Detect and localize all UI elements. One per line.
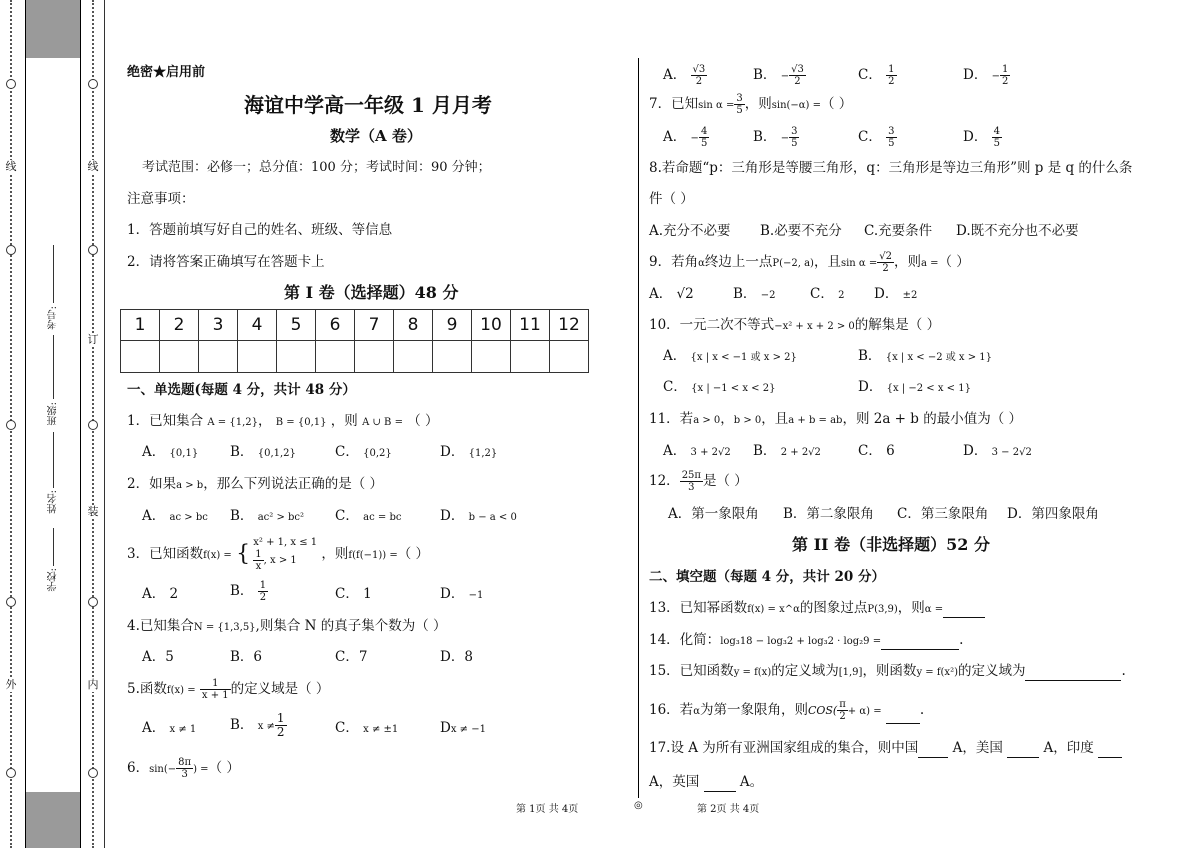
answer-header: 12 (550, 310, 589, 341)
q6-option-d[interactable]: D． − $\frac{1}{2}$ (963, 64, 1009, 87)
question-17-line1: 17.设 A 为所有亚洲国家组成的集合，则中国 A，美国 A，印度 (649, 739, 1122, 758)
q10-option-c[interactable]: C． {x | −1 < x < 2} (663, 379, 776, 395)
q1-stem-b: ，则 (330, 413, 358, 429)
q10-option-a[interactable]: A． {x | x < −1 或 x > 2} (663, 348, 797, 364)
exam-subtitle: 数学（A 卷） (330, 127, 422, 145)
q2-option-c[interactable]: C． ac = bc (335, 508, 402, 524)
answer-header: 2 (160, 310, 199, 341)
footer-center-mark: ◎ (634, 800, 643, 811)
q15-answer-blank[interactable] (1025, 662, 1121, 681)
binding-hole (88, 768, 98, 778)
question-1: 1．已知集合 A = {1,2}， B = {0,1} ，则 A ∪ B = （ ） (127, 413, 439, 429)
answer-header: 11 (511, 310, 550, 341)
q2-option-a[interactable]: A． ac > bc (142, 508, 208, 524)
binding-hole (6, 420, 16, 430)
question-4: 4.已知集合N = {1,3,5},则集合 N 的真子集个数为（ ） (127, 618, 447, 634)
question-7: 7．已知sin α = $\frac{3}{5}$ ，则sin(−α) =（ ） (649, 93, 853, 116)
binding-strip-inner (84, 0, 102, 848)
inner-char-pack: 装 (87, 505, 99, 518)
question-2: 2．如果a > b，那么下列说法正确的是（ ） (127, 476, 383, 492)
page-border (104, 0, 105, 848)
question-16: 16．若α为第一象限角，则COS( $\frac{\pi}{2}$ + α) = . (649, 699, 925, 722)
q1-paren: （ ） (407, 413, 439, 429)
q4-option-c[interactable]: C．7 (335, 649, 368, 665)
q11-option-b[interactable]: B． 2 + 2√2 (753, 443, 821, 459)
question-9: 9．若角α终边上一点P(−2, a)，且sin α = $\frac{√2}{2}$ ，则a =（ ） (649, 251, 970, 274)
binding-hole (88, 420, 98, 430)
q8-option-c[interactable]: C.充要条件 (864, 223, 933, 239)
answer-cell[interactable] (433, 341, 472, 373)
answer-header: 7 (355, 310, 394, 341)
q9-option-a[interactable]: A． √2 (649, 286, 694, 302)
binding-hole (88, 597, 98, 607)
question-10: 10．一元二次不等式−x² + x + 2 > 0的解集是（ ） (649, 317, 941, 333)
answer-header: 6 (316, 310, 355, 341)
q3-option-c[interactable]: C． 1 (335, 586, 372, 602)
binding-hole (88, 79, 98, 89)
answer-cell[interactable] (277, 341, 316, 373)
answer-cell[interactable] (472, 341, 511, 373)
q7-option-c[interactable]: C． $\frac{3}{5}$ (858, 126, 895, 149)
question-8-line1: 8.若命题“p：三角形是等腰三角形，q：三角形是等边三角形”则 p 是 q 的什么条 (649, 160, 1133, 176)
binding-hole (6, 768, 16, 778)
q12-option-b[interactable]: B．第二象限角 (783, 506, 874, 522)
question-8-line2: 件（ ） (649, 191, 694, 207)
q16-answer-blank[interactable] (886, 697, 920, 724)
q17-blank-china[interactable] (918, 739, 948, 758)
q12-option-d[interactable]: D．第四象限角 (1007, 506, 1099, 522)
answer-cell[interactable] (160, 341, 199, 373)
part1-title: 第 I 卷（选择题）48 分 (284, 283, 459, 302)
answer-header: 10 (472, 310, 511, 341)
q12-option-c[interactable]: C．第三象限角 (897, 506, 989, 522)
q1-option-b[interactable]: B． {0,1,2} (230, 444, 296, 460)
q11-option-d[interactable]: D． 3 − 2√2 (963, 443, 1032, 459)
answer-cell[interactable] (121, 341, 160, 373)
q4-option-d[interactable]: D．8 (440, 649, 473, 665)
q1-option-c[interactable]: C． {0,2} (335, 444, 392, 460)
secret-mark: 绝密★启用前 (127, 65, 206, 80)
question-15: 15．已知函数y = f(x)的定义域为[1,9]，则函数y = f(x²)的定义域为 . (649, 663, 1126, 679)
question-11: 11．若a > 0，b > 0，且a + b = ab，则 2a + b 的最小值为（ ） (649, 411, 1023, 427)
q13-answer-blank[interactable] (943, 599, 985, 618)
answer-cell[interactable] (316, 341, 355, 373)
question-6: 6．sin(− $\frac{8\pi}{3}$ ) =（ ） (127, 757, 240, 780)
q5-option-c[interactable]: C． x ≠ ±1 (335, 720, 399, 736)
answer-header: 3 (199, 310, 238, 341)
q3-piecewise: { x² + 1, x ≤ 1 $\frac{1}{x}$ , x > 1 (236, 537, 318, 572)
outer-char-outside: 外 (5, 678, 17, 691)
q12-option-a[interactable]: A．第一象限角 (668, 506, 759, 522)
inner-char-inside: 内 (87, 678, 99, 691)
q1-option-d[interactable]: D． {1,2} (440, 444, 498, 460)
q7-option-d[interactable]: D． $\frac{4}{5}$ (963, 126, 1000, 149)
q1-set-a: A = {1,2} (207, 417, 258, 428)
q14-answer-blank[interactable] (881, 631, 959, 650)
q17-blank-india[interactable] (1098, 739, 1122, 758)
q7-option-b[interactable]: B． − $\frac{3}{5}$ (753, 126, 798, 149)
binding-hole (6, 245, 16, 255)
notice-1: 1．答题前填写好自己的姓名、班级、等信息 (127, 222, 393, 238)
q17-blank-uk[interactable] (704, 773, 736, 792)
label-school: 学校: (48, 568, 59, 592)
exam-title: 海谊中学高一年级 1 月月考 (244, 93, 492, 117)
inner-char-line: 线 (87, 160, 99, 173)
q4-option-b[interactable]: B．6 (230, 649, 263, 665)
answer-cell[interactable] (550, 341, 589, 373)
q9-option-b[interactable]: B． −2 (733, 286, 776, 302)
q17-blank-usa[interactable] (1007, 739, 1039, 758)
q6-option-a[interactable]: A． $\frac{√3}{2}$ (663, 64, 706, 87)
q5-option-a[interactable]: A． x ≠ 1 (142, 720, 197, 736)
q7-option-a[interactable]: A． − $\frac{4}{5}$ (663, 126, 708, 149)
outer-char-line: 线 (5, 160, 17, 173)
binding-hole (6, 79, 16, 89)
label-examno: 考号: (48, 306, 59, 330)
q2-option-b[interactable]: B． ac² > bc² (230, 508, 305, 524)
q9-option-c[interactable]: C． 2 (810, 286, 845, 302)
answer-header: 8 (394, 310, 433, 341)
answer-cell[interactable] (511, 341, 550, 373)
question-5: 5.函数f(x) = $\frac{1}{x + 1}$ 的定义域是（ ） (127, 678, 330, 701)
blank-examno (53, 245, 54, 303)
q8-option-b[interactable]: B.必要不充分 (760, 223, 842, 239)
answer-header: 9 (433, 310, 472, 341)
answer-cell[interactable] (199, 341, 238, 373)
section-2-title: 二、填空题（每题 4 分，共计 20 分） (649, 569, 885, 585)
answer-cell[interactable] (394, 341, 433, 373)
q9-option-d[interactable]: D． ±2 (874, 286, 918, 302)
binding-strip-outer (0, 0, 22, 848)
question-14: 14．化简：log₃18 − log₃2 + log₃2 · log₂9 = . (649, 632, 964, 648)
blank-name (53, 432, 54, 488)
question-13: 13．已知幂函数f(x) = x^α的图象过点P(3,9)，则α = (649, 599, 985, 619)
q1-set-b: B = {0,1} (275, 417, 327, 428)
answer-header: 4 (238, 310, 277, 341)
footer-left-page: 第 1页 共 4页 (516, 804, 579, 815)
answer-header: 5 (277, 310, 316, 341)
exam-scope: 考试范围：必修一；总分值：100 分；考试时间：90 分钟； (142, 160, 491, 175)
q4-option-a[interactable]: A．5 (142, 649, 174, 665)
q1-stem: 1．已知集合 (127, 413, 204, 429)
answer-cell[interactable] (238, 341, 277, 373)
q11-option-a[interactable]: A． 3 + 2√2 (663, 443, 731, 459)
notice-2: 2．请将答案正确填写在答题卡上 (127, 254, 325, 270)
q5-option-b[interactable]: B． x ≠ $\frac{1}{2}$ (230, 711, 285, 739)
q3-option-a[interactable]: A． 2 (142, 586, 179, 602)
section-1-title: 一、单选题(每题 4 分，共计 48 分） (127, 382, 356, 398)
question-17-line2: A，英国 A。 (649, 774, 764, 790)
binding-hole (6, 597, 16, 607)
q10-option-b[interactable]: B． {x | x < −2 或 x > 1} (858, 348, 993, 364)
binding-hole (88, 245, 98, 255)
q8-option-d[interactable]: D.既不充分也不必要 (956, 223, 1079, 239)
q3-option-b[interactable]: B． $\frac{1}{2}$ (230, 580, 267, 603)
inner-char-bind: 订 (87, 333, 99, 346)
question-12: 12． $\frac{25\pi}{3}$ 是（ ） (649, 470, 748, 493)
q11-option-c[interactable]: C． 6 (858, 443, 895, 459)
answer-header: 1 (121, 310, 160, 341)
question-3: 3．已知函数f(x) = { x² + 1, x ≤ 1 $\frac{1}{x}$ , x > 1 ，则f(f(−1)) =（ ） (127, 537, 430, 572)
blank-class (53, 335, 54, 399)
q6-option-b[interactable]: B． − $\frac{√3}{2}$ (753, 64, 804, 87)
answer-grid (120, 309, 589, 373)
q6-option-c[interactable]: C． $\frac{1}{2}$ (858, 64, 895, 87)
footer-right-page: 第 2页 共 4页 (697, 804, 760, 815)
q8-option-a[interactable]: A.充分不必要 (649, 223, 731, 239)
q5-option-d[interactable]: Dx ≠ −1 (440, 720, 486, 736)
answer-cell[interactable] (355, 341, 394, 373)
column-separator (638, 58, 639, 798)
label-name: 姓名: (48, 490, 59, 514)
q3-option-d[interactable]: D． −1 (440, 586, 484, 602)
q2-option-d[interactable]: D． b − a < 0 (440, 508, 517, 524)
notice-title: 注意事项： (127, 191, 195, 207)
label-class: 班级: (48, 402, 59, 426)
binding-info-box (25, 0, 81, 848)
part2-title: 第 II 卷（非选择题）52 分 (792, 535, 990, 554)
q1-option-a[interactable]: A． {0,1} (142, 444, 199, 460)
q1-expr: A ∪ B = (362, 417, 403, 428)
blank-school (53, 528, 54, 566)
q10-option-d[interactable]: D． {x | −2 < x < 1} (858, 379, 971, 395)
